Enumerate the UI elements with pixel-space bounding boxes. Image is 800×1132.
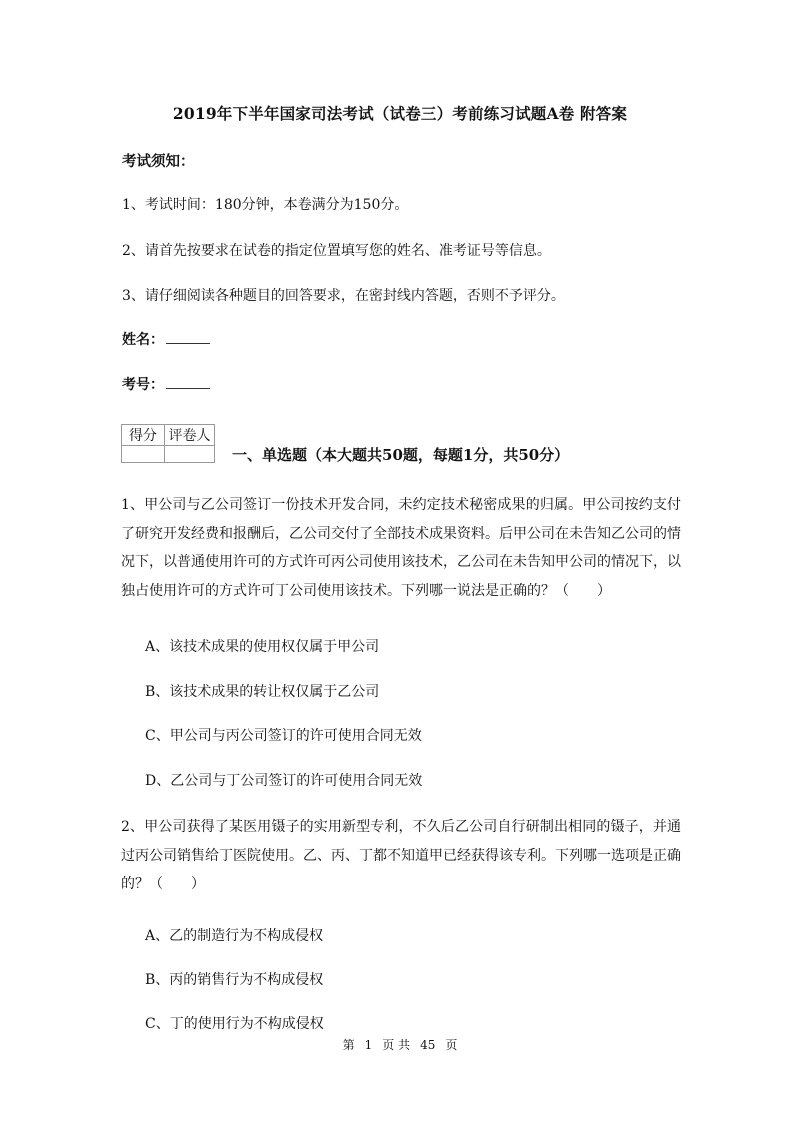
exam-number-field — [122, 374, 210, 394]
footer-middle: 页 共 — [382, 1038, 411, 1052]
document-title: 2019年下半年国家司法考试（试卷三）考前练习试题A卷 附答案 — [172, 104, 628, 123]
question-2-option-c: C、丁的使用行为不构成侵权 — [145, 1016, 324, 1032]
total-pages: 45 — [420, 1038, 436, 1052]
footer-prefix: 第 — [342, 1038, 355, 1052]
current-page-number: 1 — [364, 1038, 373, 1052]
grader-cell — [165, 446, 215, 463]
question-2-option-b: B、丙的销售行为不构成侵权 — [145, 972, 324, 988]
score-cell — [122, 446, 165, 463]
question-1-stem: 1、甲公司与乙公司签订一份技术开发合同，未约定技术秘密成果的归属。甲公司按约支付了研究开发经费和报酬后，乙公司交付了全部技术成果资料。后甲公司在未告知乙公司的情况下，以普通使用许可的方式许可丙公司使用该技术，乙公司在未告知甲公司的情况下，以独占使用许可的方式许可丁公司使用该技术。下列哪一说法是正确的？（ ） — [121, 497, 681, 599]
score-table — [121, 424, 215, 463]
question-1-option-a: A、该技术成果的使用权仅属于甲公司 — [145, 639, 380, 655]
question-2-stem: 2、甲公司获得了某医用镊子的实用新型专利，不久后乙公司自行研制出相同的镊子，并通过丙公司销售给丁医院使用。乙、丙、丁都不知道甲已经获得该专利。下列哪一选项是正确的？（ ） — [121, 819, 681, 893]
name-blank-line — [166, 329, 210, 344]
question-2-option-a: A、乙的制造行为不构成侵权 — [145, 928, 324, 944]
page-footer — [0, 1036, 800, 1053]
exam-number-blank-line — [166, 374, 210, 389]
section-heading: 一、单选题（本大题共50题，每题1分，共50分） — [232, 446, 570, 464]
notice-item-2: 2、请首先按要求在试卷的指定位置填写您的姓名、准考证号等信息。 — [122, 243, 551, 259]
grader-header: 评卷人 — [165, 425, 215, 446]
exam-number-label: 考号： — [122, 377, 164, 393]
name-label: 姓名： — [122, 332, 164, 348]
name-field — [122, 329, 210, 349]
notice-item-3: 3、请仔细阅读各种题目的回答要求，在密封线内答题，否则不予评分。 — [122, 288, 565, 304]
question-1-option-b: B、该技术成果的转让权仅属于乙公司 — [145, 684, 380, 700]
question-1-option-d: D、乙公司与丁公司签订的许可使用合同无效 — [145, 773, 423, 789]
question-1-option-c: C、甲公司与丙公司签订的许可使用合同无效 — [145, 728, 422, 744]
footer-suffix: 页 — [445, 1038, 458, 1052]
notice-item-1: 1、考试时间：180分钟，本卷满分为150分。 — [122, 197, 409, 213]
score-header: 得分 — [122, 425, 165, 446]
notice-heading: 考试须知： — [122, 153, 195, 170]
